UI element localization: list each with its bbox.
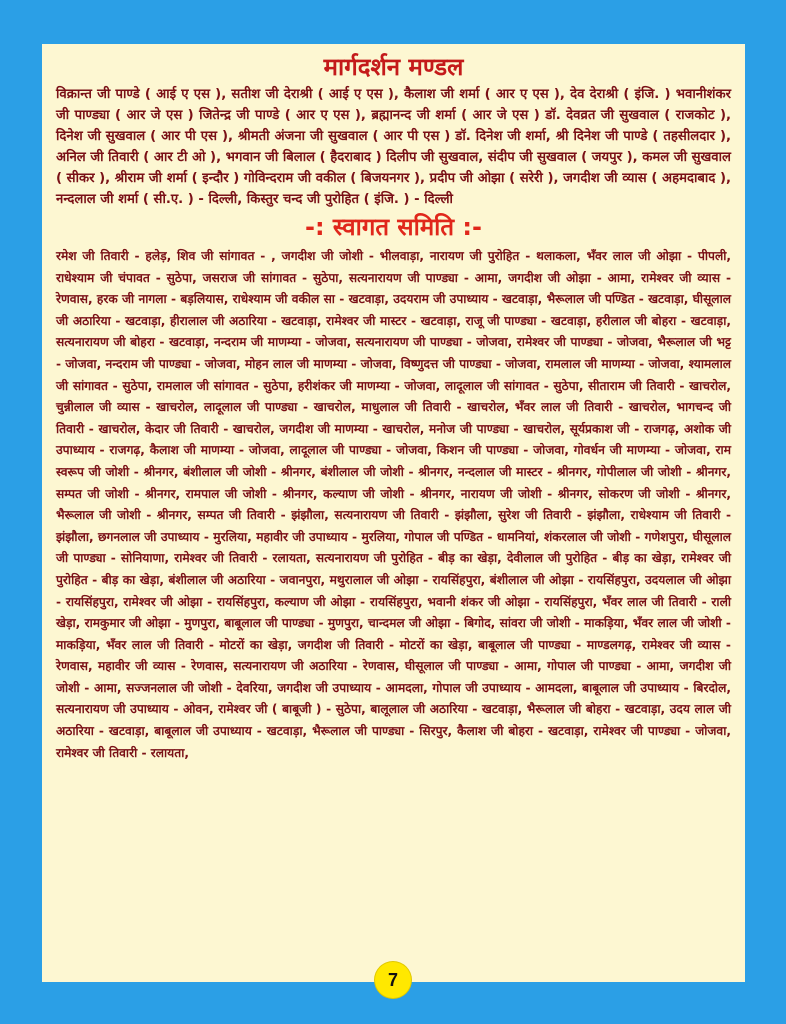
advisory-committee-title: मार्गदर्शन मण्डल (323, 53, 464, 81)
content-panel (42, 44, 745, 982)
welcome-committee-title: -: स्वागत समिति :- (305, 213, 482, 241)
page-number-badge: 7 (375, 962, 411, 998)
advisory-committee-list: विक्रान्त जी पाण्डे ( आई ए एस ), सतीश जी देराश्री ( आई ए एस ), कैलाश जी शर्मा ( आर ए एस ), देव देराश्री ( इंजि. ) भवानीशंकर जी पाण्ड्या ( आर जे एस ) जितेन्द्र जी पाण्डे ( आर ए एस ), ब्रह्मानन्द जी शर्मा ( आर जे एस ) डॉ. देवव्रत जी सुखवाल ( राजकोट ), दिनेश जी सुखवाल ( आर पी एस ), श्रीमती अंजना जी सुखवाल ( आर पी एस ) डॉ. दिनेश जी शर्मा, श्री दिनेश जी पाण्डे ( तहसीलदार ), अनिल जी तिवारी ( आर टी ओ ), भगवान जी बिलाल ( हैदराबाद ) दिलीप जी सुखवाल, संदीप जी सुखवाल ( जयपुर ), कमल जी सुखवाल ( सीकर ), श्रीराम जी शर्मा ( इन्दौर ) गोविन्दराम जी वकील ( बिजयनगर ), प्रदीप जी ओझा ( सरेरी ), जगदीश जी व्यास ( अहमदाबाद ), नन्दलाल जी शर्मा ( सी.ए. ) - दिल्ली, किस्तुर चन्द जी पुरोहित ( इंजि. ) - दिल्ली (56, 87, 731, 207)
welcome-committee-list: रमेश जी तिवारी - हलेड़, शिव जी सांगावत - , जगदीश जी जोशी - भीलवाड़ा, नारायण जी पुरोहित - थलाकला, भँवर लाल जी ओझा - पीपली, राधेश्याम जी चंपावत - सुठेपा, जसराज जी सांगावत - सुठेपा, सत्यनारायण जी पाण्ड्या - आमा, जगदीश जी ओझा - आमा, रामेश्वर जी व्यास - रेणवास, हरक जी नागला - बड़लियास, राधेश्याम जी वकील सा - खटवाड़ा, उदयराम जी उपाध्याय - खटवाड़ा, भैरूलाल जी पण्डित - खटवाड़ा, घीसूलाल जी अठारिया - खटवाड़ा, हीरालाल जी अठारिया - खटवाड़ा, रामेश्वर जी मास्टर - खटवाड़ा, राजू जी पाण्ड्या - खटवाड़ा, हरीलाल जी बोहरा - खटवाड़ा, सत्यनारायण जी बोहरा - खटवाड़ा, नन्दराम जी माणम्या - जोजवा, सत्यनारायण जी पाण्ड्या - जोजवा, रामेश्वर जी पाण्ड्या - जोजवा, भैरूलाल जी भट्ट - जोजवा, नन्दराम जी पाण्ड्या - जोजवा, मोहन लाल जी माणम्या - जोजवा, विष्णुदत्त जी पाण्ड्या - जोजवा, रामलाल जी माणम्या - जोजवा, श्यामलाल जी सांगावत - सुठेपा, रामलाल जी सांगावत - सुठेपा, हरीशंकर जी माणम्या - जोजवा, लादूलाल जी सांगावत - सुठेपा, सीताराम जी तिवारी - खाचरोल, चुन्नीलाल जी व्यास - खाचरोल, लादूलाल जी पाण्ड्या - खाचरोल, माधुलाल जी तिवारी - खाचरोल, भँवर लाल जी तिवारी - खाचरोल, भागचन्द जी तिवारी - खाचरोल, केदार जी तिवारी - खाचरोल, जगदीश जी माणम्या - खाचरोल, मनोज जी पाण्ड्या - खाचरोल, सूर्यप्रकाश जी - राजगढ़, अशोक जी उपाध्याय - राजगढ़, कैलाश जी माणम्या - जोजवा, लादूलाल जी पाण्ड्या - जोजवा, किशन जी पाण्ड्या - जोजवा, गोवर्धन जी माणम्या - जोजवा, राम स्वरूप जी जोशी - श्रीनगर, बंशीलाल जी जोशी - श्रीनगर, बंशीलाल जी जोशी - श्रीनगर, नन्दलाल जी मास्टर - श्रीनगर, गोपीलाल जी जोशी - श्रीनगर, सम्पत जी जोशी - श्रीनगर, रामपाल जी जोशी - श्रीनगर, कल्याण जी जोशी - श्रीनगर, नारायण जी जोशी - श्रीनगर, सोकरण जी जोशी - श्रीनगर, भैरूलाल जी जोशी - श्रीनगर, सम्पत जी तिवारी - झंझौला, सत्यनारायण जी तिवारी - झंझौला, सुरेश जी तिवारी - झंझौला, राधेश्याम जी तिवारी - झंझौला, छगनलाल जी उपाध्याय - मुरलिया, महावीर जी उपाध्याय - मुरलिया, गोपाल जी पण्डित - धामनियां, शंकरलाल जी जोशी - गणेशपुरा, घीसूलाल जी पाण्ड्या - सोनियाणा, रामेश्वर जी तिवारी - रलायता, सत्यनारायण जी पुरोहित - बीड़ का खेड़ा, देवीलाल जी पुरोहित - बीड़ का खेड़ा, रामेश्वर जी पुरोहित - बीड़ का खेड़ा, बंशीलाल जी अठारिया - जवानपुरा, मथुरालाल जी ओझा - रायसिंहपुरा, बंशीलाल जी ओझा - रायसिंहपुरा, उदयलाल जी ओझा - रायसिंहपुरा, रामेश्वर जी ओझा - रायसिंहपुरा, कल्याण जी ओझा - रायसिंहपुरा, भवानी शंकर जी ओझा - रायसिंहपुरा, भँवर लाल जी तिवारी - राली खेड़ा, रामकुमार जी ओझा - मुणपुरा, बाबूलाल जी पाण्ड्या - मुणपुरा, चान्दमल जी ओझा - बिगोद, सांवरा जी जोशी - माकड़िया, भँवर लाल जी जोशी - माकड़िया, भँवर लाल जी तिवारी - मोटरों का खेड़ा, जगदीश जी तिवारी - मोटरों का खेड़ा, बाबूलाल जी पाण्ड्या - माण्डलगढ़, रामेश्वर जी व्यास - रेणवास, महावीर जी व्यास - रेणवास, सत्यनारायण जी अठारिया - रेणवास, घीसूलाल जी पाण्ड्या - आमा, गोपाल जी पाण्ड्या - आमा, जगदीश जी जोशी - आमा, सज्जनलाल जी जोशी - देवरिया, जगदीश जी उपाध्याय - आमदला, गोपाल जी उपाध्याय - आमदला, बाबूलाल जी उपाध्याय - बिरदोल, सत्यनारायण जी उपाध्याय - ओवन, रामेश्वर जी ( बाबूजी ) - सुठेपा, बालूलाल जी अठारिया - खटवाड़ा, भैरूलाल जी बोहरा - खटवाड़ा, उदय लाल जी अठारिया - खटवाड़ा, बाबूलाल जी उपाध्याय - खटवाड़ा, भैरूलाल जी पाण्ड्या - सिरपुर, कैलाश जी बोहरा - खटवाड़ा, रामेश्वर जी पाण्ड्या - जोजवा, रामेश्वर जी तिवारी - रलायता, (56, 249, 731, 760)
